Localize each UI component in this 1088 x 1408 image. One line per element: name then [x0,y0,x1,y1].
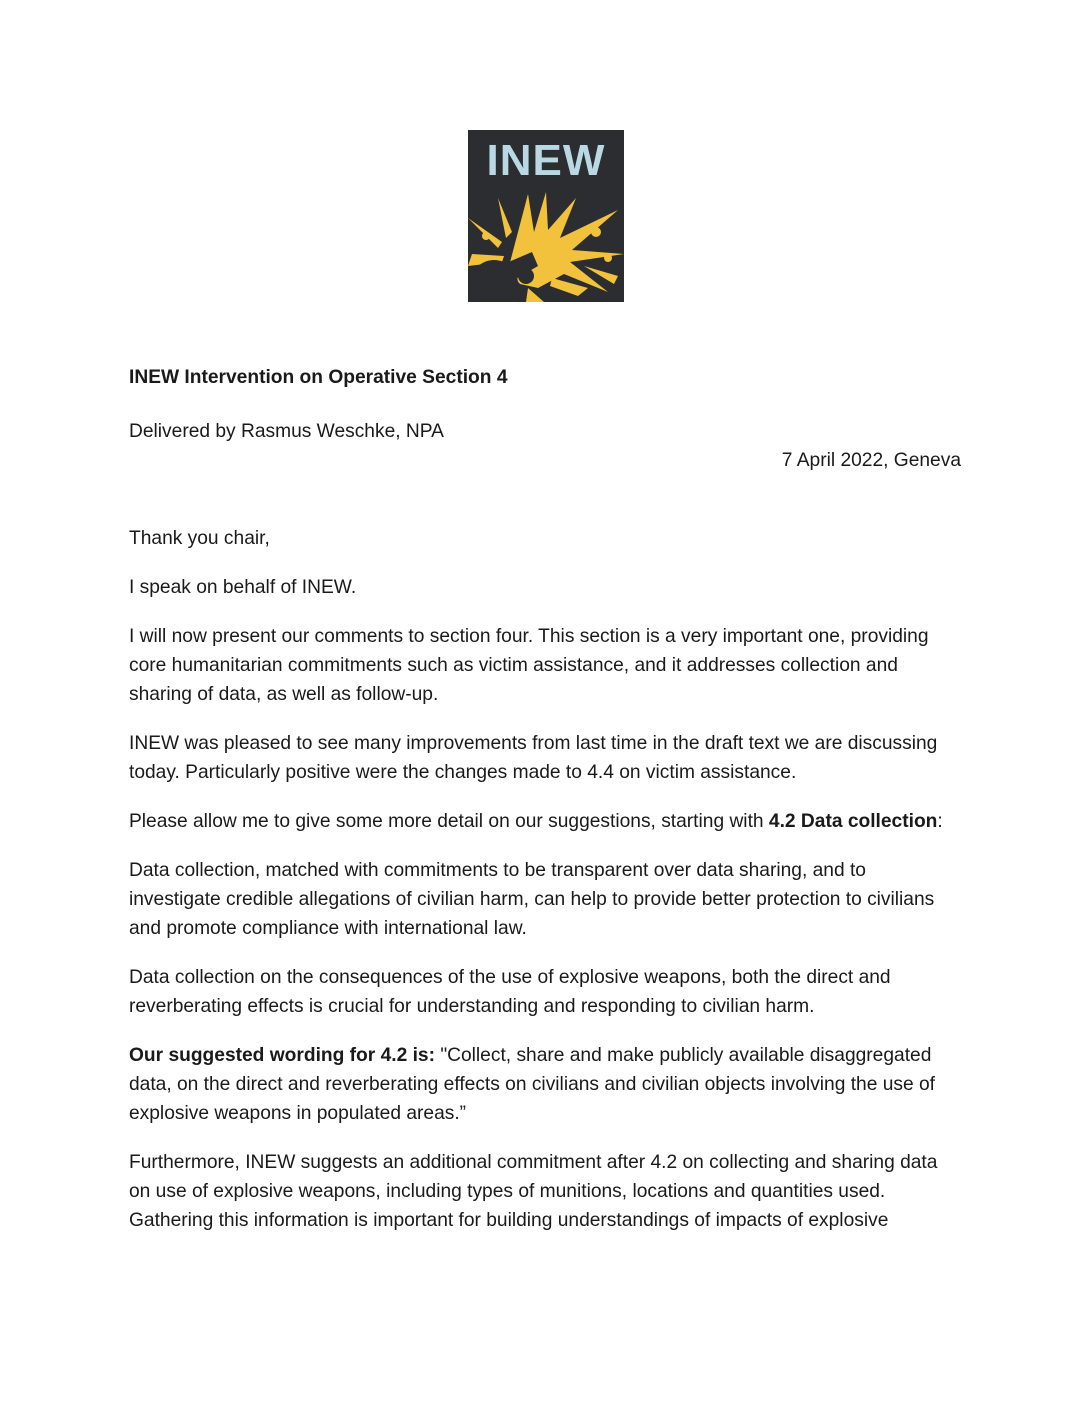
paragraph-8: Furthermore, INEW suggests an additional commitment after 4.2 on collecting and sharing data on use of explosive weapons, including types of munitions, locations and quantities used. Gathering this information is important for building understandings of impacts of explosive [129,1152,938,1231]
inew-logo [468,130,624,302]
paragraph-5: Data collection, matched with commitments to be transparent over data sharing, and to investigate credible allegations of civilian harm, can help to provide better protection to civilians and promote compliance with international law. [129,860,935,939]
explosion-burst-icon [468,192,624,302]
paragraph-6: Data collection on the consequences of the use of explosive weapons, both the direct and reverberating effects is crucial for understanding and responding to civilian harm. [129,967,891,1017]
logo-wordmark: INEW [486,136,606,185]
paragraph-1: I speak on behalf of INEW. [129,577,357,598]
paragraph-7-text: "Collect, share and make publicly available disaggregated data, on the direct and reverberating effects on civilians and civilian objects involving the use of explosive weapons in populated areas.” [129,1045,935,1124]
date-place: 7 April 2022, Geneva [781,450,961,471]
paragraph-3: INEW was pleased to see many improvements from last time in the draft text we are discussing today. Particularly positive were the changes made to 4.4 on victim assistance. [129,733,938,783]
paragraph-4 [129,807,961,836]
paragraph-4-bold: 4.2 Data collection [768,811,938,832]
delivered-by: Delivered by Rasmus Weschke, NPA [129,421,444,442]
document-body [129,363,961,1235]
paragraph-7-bold: Our suggested wording for 4.2 is: [129,1045,435,1066]
document-title: INEW Intervention on Operative Section 4 [129,367,508,388]
greeting: Thank you chair, [129,528,270,549]
paragraph-4-end: : [937,811,943,832]
paragraph-2: I will now present our comments to section four. This section is a very important one, providing core humanitarian commitments such as victim assistance, and it addresses collection and sharing of data, as well as follow-up. [129,626,929,705]
paragraph-4-text: Please allow me to give some more detail on our suggestions, starting with [129,811,769,832]
paragraph-7 [129,1041,961,1128]
